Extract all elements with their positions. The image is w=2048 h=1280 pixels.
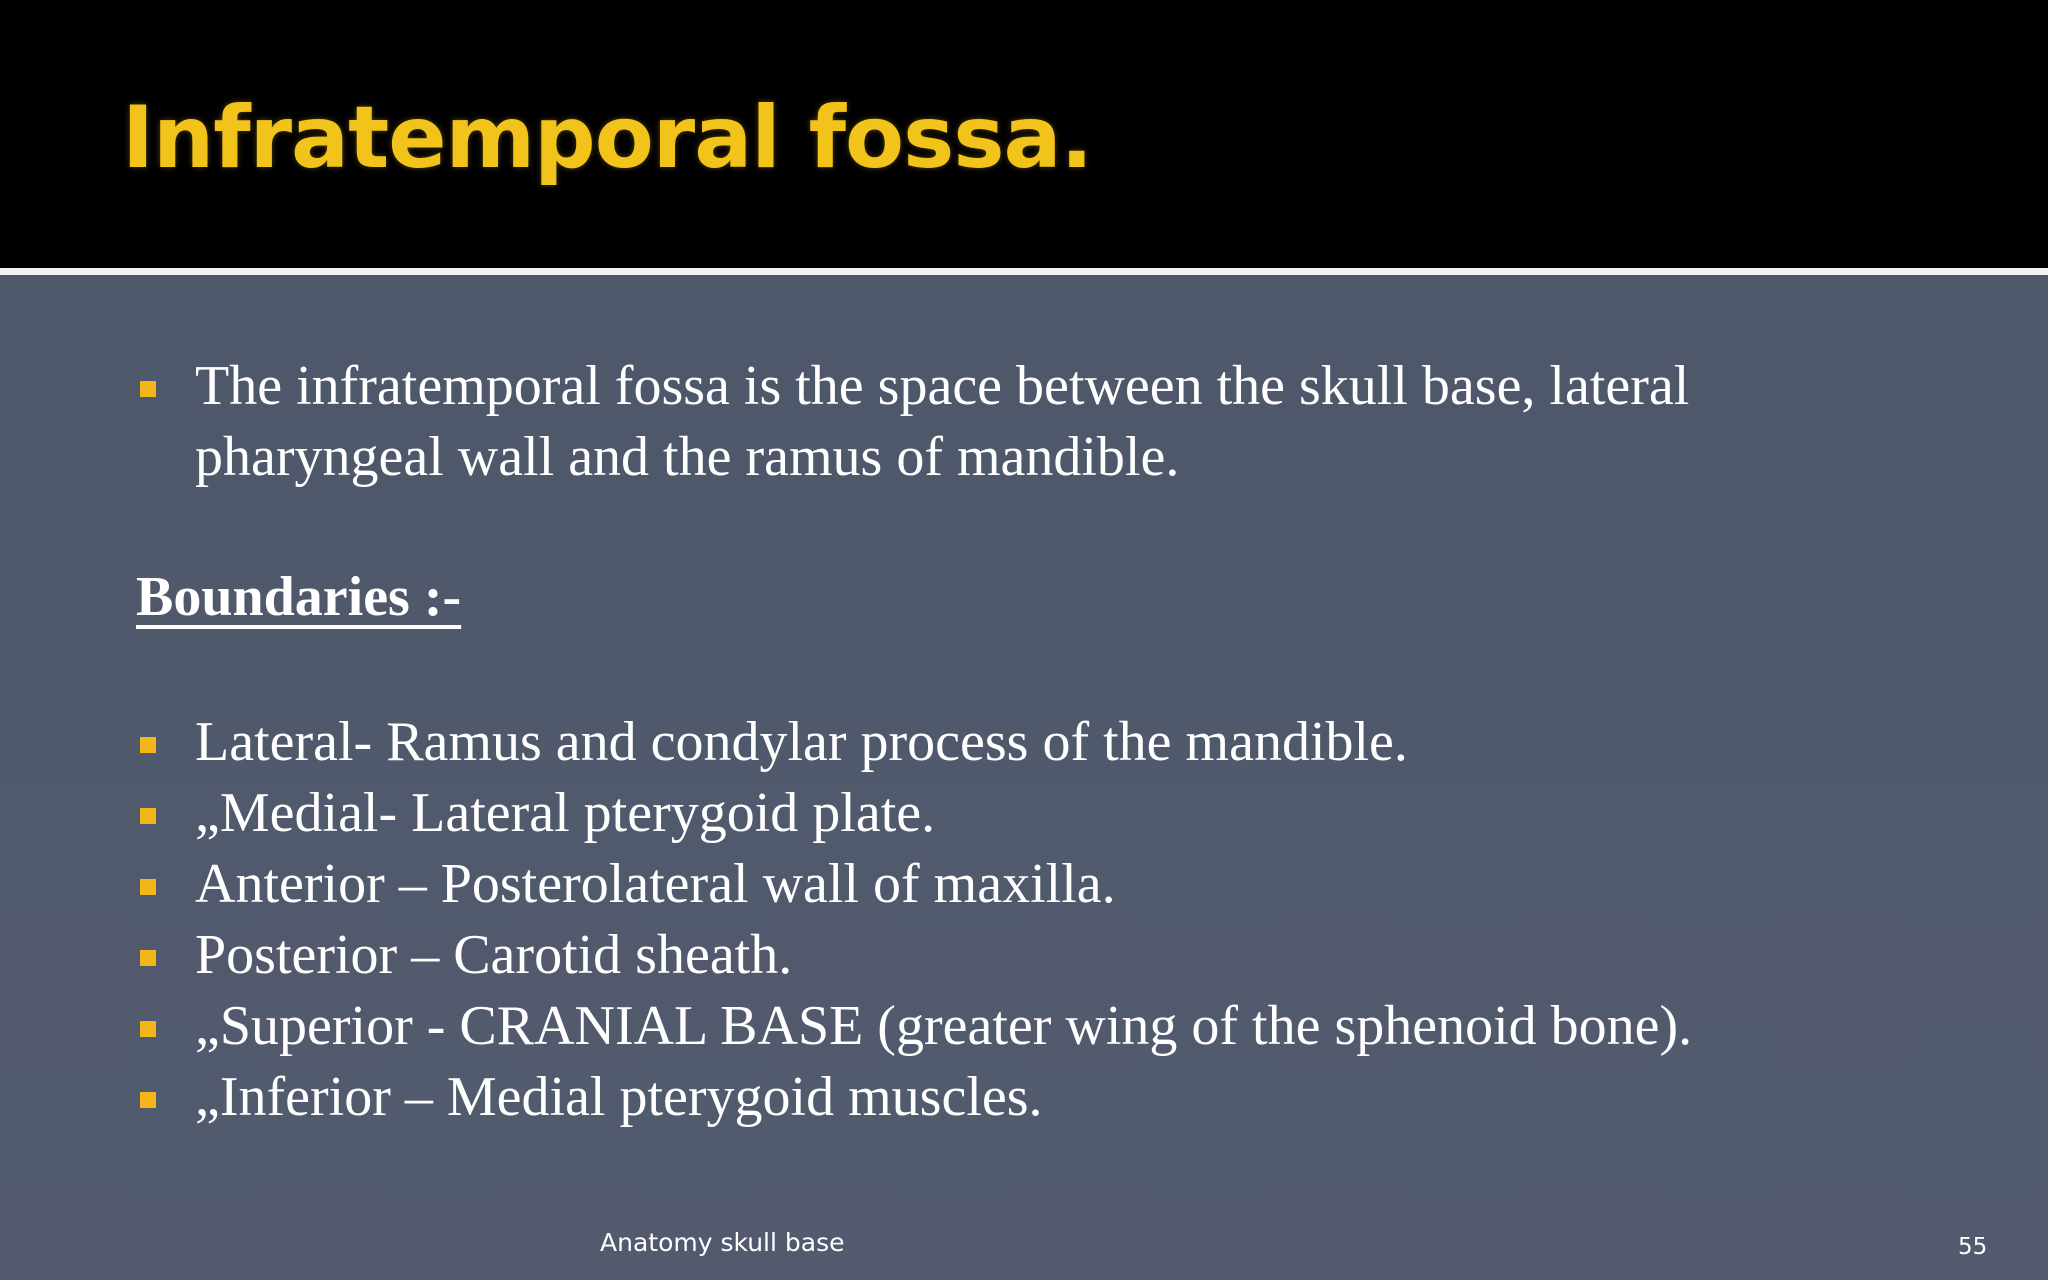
bullet-square-icon: [140, 1021, 156, 1037]
bullet-square-icon: [140, 808, 156, 824]
boundary-text: „Inferior – Medial pterygoid muscles.: [195, 1066, 1043, 1128]
boundary-text: Lateral- Ramus and condylar process of the mandible.: [195, 711, 1408, 773]
bullet-square-icon: [140, 1092, 156, 1108]
intro-text: The infratemporal fossa is the space between the skull base, lateral pharyngeal wall and the ramus of mandible.: [195, 355, 1690, 488]
boundary-text: Posterior – Carotid sheath.: [195, 924, 793, 986]
bullet-square-icon: [140, 879, 156, 895]
boundary-text: „Medial- Lateral pterygoid plate.: [195, 782, 936, 844]
slide-footer: Anatomy skull base: [600, 1228, 845, 1257]
bullet-square-icon: [140, 737, 156, 753]
page-number: 55: [1958, 1234, 1988, 1260]
slide-title: Infratemporal fossa.: [122, 88, 1093, 188]
boundaries-heading: Boundaries :-: [136, 566, 462, 628]
bullet-square-icon: [140, 381, 156, 397]
boundary-text: „Superior - CRANIAL BASE (greater wing of the sphenoid bone).: [195, 995, 1693, 1057]
boundary-text: Anterior – Posterolateral wall of maxilla.: [195, 853, 1116, 915]
bullet-square-icon: [140, 950, 156, 966]
